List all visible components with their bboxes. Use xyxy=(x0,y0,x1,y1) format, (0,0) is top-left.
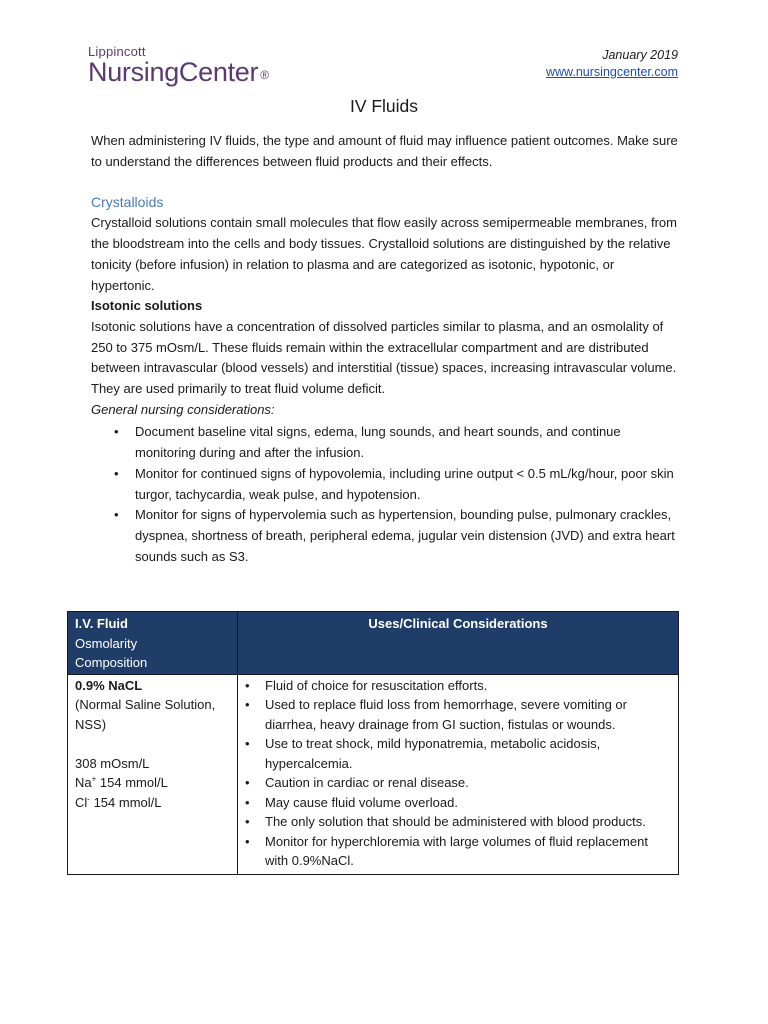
header-osmolarity-label: Osmolarity xyxy=(75,635,138,651)
sodium-label: Na xyxy=(75,775,92,790)
table-row xyxy=(68,674,679,874)
list-item-text: Document baseline vital signs, edema, lung sounds, and heart sounds, and continue monitoring during and after the infusion. xyxy=(135,424,621,461)
table-header-row xyxy=(68,612,679,675)
uses-cell xyxy=(238,674,679,874)
crystalloids-heading: Crystalloids xyxy=(91,194,164,211)
considerations-title: General nursing considerations: xyxy=(91,401,275,417)
fluid-osmolarity: 308 mOsm/L xyxy=(75,755,150,771)
use-text: Fluid of choice for resuscitation efforts. xyxy=(265,677,488,693)
bullet-icon: • xyxy=(245,677,250,693)
bullet-icon: • xyxy=(245,697,250,712)
fluid-sodium xyxy=(75,773,231,793)
bullet-icon: • xyxy=(114,507,119,523)
crystalloids-paragraph: Crystalloid solutions contain small molecules that flow easily across semipermeable membranes, from the bloodstream into the cells and body tissues. Crystalloid solutions are distinguished by the relative tonicity (before infusion) in relation to plasma and are categorized as isotonic, hypotonic, or hypertonic. xyxy=(91,215,677,293)
list-item xyxy=(243,695,672,734)
website-link[interactable]: www.nursingcenter.com xyxy=(545,65,678,79)
logo-publisher: Lippincott xyxy=(88,44,146,59)
header-cell-fluid xyxy=(68,612,238,675)
chloride-charge: - xyxy=(87,794,90,804)
bullet-icon: • xyxy=(245,814,250,829)
document-body xyxy=(91,131,681,567)
bullet-icon: • xyxy=(114,424,119,440)
bullet-icon: • xyxy=(245,833,250,849)
list-item xyxy=(243,793,672,813)
list-item-text: Monitor for signs of hypervolemia such as hypertension, bounding pulse, pulmonary crackles, dyspnea, shortness of breath, peripheral edema, jugular vein distension (JVD) and extra heart sounds such as S3. xyxy=(135,507,675,564)
fluid-name: 0.9% NaCL xyxy=(75,677,143,693)
logo-name: NursingCenter xyxy=(88,57,259,87)
chloride-label: Cl xyxy=(75,794,88,810)
list-item xyxy=(243,734,672,773)
list-item-text: Monitor for continued signs of hypovolemia, including urine output < 0.5 mL/kg/hour, poor skin turgor, tachycardia, weak pulse, and hypotension. xyxy=(135,465,674,502)
bullet-icon: • xyxy=(245,775,250,790)
list-item xyxy=(243,676,672,696)
use-text: Use to treat shock, mild hyponatremia, metabolic acidosis, hypercalcemia. xyxy=(265,736,601,771)
use-text: The only solution that should be administered with blood products. xyxy=(265,814,646,829)
isotonic-heading: Isotonic solutions xyxy=(91,298,203,314)
uses-list xyxy=(243,676,672,871)
list-item xyxy=(91,422,681,463)
fluid-description: (Normal Saline Solution, NSS) xyxy=(75,697,216,732)
use-text: Used to replace fluid loss from hemorrhage, severe vomiting or diarrhea, heavy drainage from GI suction, fistulas or wounds. xyxy=(265,697,627,732)
list-item xyxy=(91,464,681,505)
use-text: May cause fluid volume overload. xyxy=(265,794,458,810)
header-meta xyxy=(546,47,678,81)
isotonic-paragraph: Isotonic solutions have a concentration of dissolved particles similar to plasma, and an osmolality of 250 to 375 mOsm/L. These fluids remain within the extracellular compartment and are distributed between intravascular (blood vessels) and interstitial (tissue) spaces, increasing intravascular volume. They are used primarily to treat fluid volume deficit. xyxy=(91,318,677,397)
use-text: Monitor for hyperchloremia with large volumes of fluid replacement with 0.9%NaCl. xyxy=(265,833,648,868)
document-date: January 2019 xyxy=(602,48,678,62)
header-cell-uses: Uses/Clinical Considerations xyxy=(238,612,679,675)
list-item xyxy=(243,832,672,871)
header-fluid-label: I.V. Fluid xyxy=(75,616,128,631)
considerations-list xyxy=(91,422,681,567)
header-composition-label: Composition xyxy=(75,655,148,670)
bullet-icon: • xyxy=(245,736,250,751)
list-item xyxy=(243,812,672,832)
registered-mark: ® xyxy=(260,68,269,82)
sodium-charge: + xyxy=(91,774,97,784)
iv-fluids-table xyxy=(67,611,679,875)
use-text: Caution in cardiac or renal disease. xyxy=(265,775,469,790)
logo-wordmark xyxy=(88,59,269,86)
fluid-chloride xyxy=(75,793,231,813)
sodium-value: 154 mmol/L xyxy=(96,775,168,790)
brand-logo xyxy=(88,44,269,86)
list-item xyxy=(91,505,681,567)
list-item xyxy=(243,773,672,793)
fluid-cell xyxy=(68,674,238,874)
intro-paragraph: When administering IV fluids, the type and amount of fluid may influence patient outcomes. Make sure to understand the differences between fluid products and their effects. xyxy=(91,133,678,169)
chloride-value: 154 mmol/L xyxy=(89,794,162,810)
page-title: IV Fluids xyxy=(349,96,419,116)
bullet-icon: • xyxy=(245,794,250,810)
spacer xyxy=(75,734,231,754)
bullet-icon: • xyxy=(114,465,119,481)
